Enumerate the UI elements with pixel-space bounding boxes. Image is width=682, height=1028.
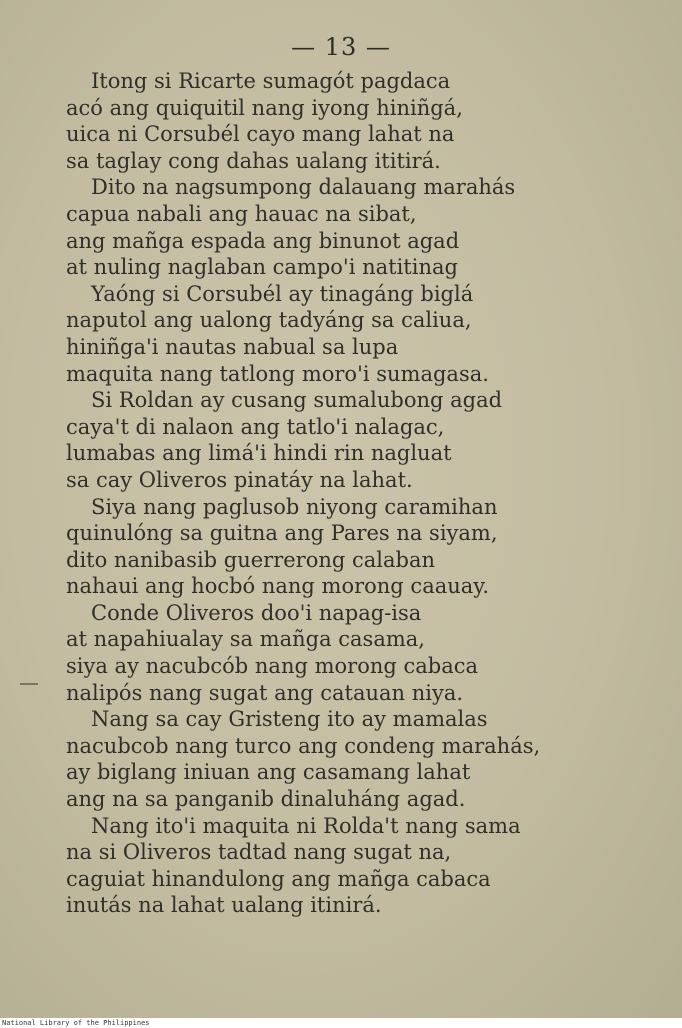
verse-line: at napahiualay sa mañga casama, — [66, 627, 425, 652]
verse-line: Yaóng si Corsubél ay tinagáng biglá — [91, 281, 474, 306]
verse-line: Dito na nagsumpong dalauang marahás — [91, 175, 516, 200]
verse-line: ang mañga espada ang binunot agad — [66, 228, 460, 253]
verse-line: sa cay Oliveros pinatáy na lahat. — [66, 467, 413, 492]
stanza-6 — [0, 600, 682, 706]
verse-line: Nang sa cay Gristeng ito ay mamalas — [91, 707, 488, 732]
verse-line: maquita nang tatlong moro'i sumagasa. — [66, 361, 489, 386]
page-number: — 13 — — [291, 33, 391, 61]
verse-line: caya't di nalaon ang tatlo'i nalagac, — [66, 414, 445, 439]
verse-line: inutás na lahat ualang itinirá. — [66, 893, 382, 918]
verse-line: ang na sa panganib dinaluháng agad. — [66, 787, 466, 812]
verse-line: caguiat hinandulong ang mañga cabaca — [66, 866, 491, 891]
poem-body — [0, 68, 682, 919]
verse-line: Si Roldan ay cusang sumalubong agad — [91, 388, 503, 413]
stanza-8 — [0, 813, 682, 919]
stanza-5 — [0, 494, 682, 600]
verse-line: nahaui ang hocbó nang morong caauay. — [66, 574, 490, 599]
verse-line: dito nanibasib guerrerong calaban — [66, 547, 436, 572]
verse-line: quinulóng sa guitna ang Pares na siyam, — [66, 521, 498, 546]
stanza-4 — [0, 387, 682, 493]
library-credit: National Library of the Philippines — [2, 1019, 150, 1027]
verse-line: ay biglang iniuan ang casamang lahat — [66, 760, 471, 785]
verse-line: sa taglay cong dahas ualang ititirá. — [66, 148, 441, 173]
verse-line: naputol ang ualong tadyáng sa caliua, — [66, 308, 472, 333]
verse-line: Conde Oliveros doo'i napag-isa — [91, 600, 422, 625]
stanza-2 — [0, 174, 682, 280]
verse-line: Nang ito'i maquita ni Rolda't nang sama — [91, 813, 521, 838]
verse-line: capua nabali ang hauac na sibat, — [66, 201, 417, 226]
verse-line: lumabas ang limá'i hindi rin nagluat — [66, 441, 452, 466]
verse-line: uica ni Corsubél cayo mang lahat na — [66, 122, 455, 147]
verse-line: acó ang quiquitil nang iyong hiniñgá, — [66, 95, 463, 120]
verse-line: at nuling naglaban campo'i natitinag — [66, 255, 458, 280]
verse-line: nalipós nang sugat ang catauan niya. — [66, 680, 464, 705]
verse-line: na si Oliveros tadtad nang sugat na, — [66, 840, 452, 865]
verse-line: Itong si Ricarte sumagót pagdaca — [91, 69, 451, 93]
stanza-1 — [0, 68, 682, 174]
verse-line: hiniñga'i nautas nabual sa lupa — [66, 334, 399, 359]
stanza-7 — [0, 706, 682, 812]
footer-bar — [0, 1018, 682, 1028]
verse-line: Siya nang paglusob niyong caramihan — [91, 494, 498, 519]
verse-line: nacubcob nang turco ang condeng marahás, — [66, 733, 541, 758]
stanza-3 — [0, 281, 682, 387]
verse-line: siya ay nacubcób nang morong cabaca — [66, 654, 479, 679]
